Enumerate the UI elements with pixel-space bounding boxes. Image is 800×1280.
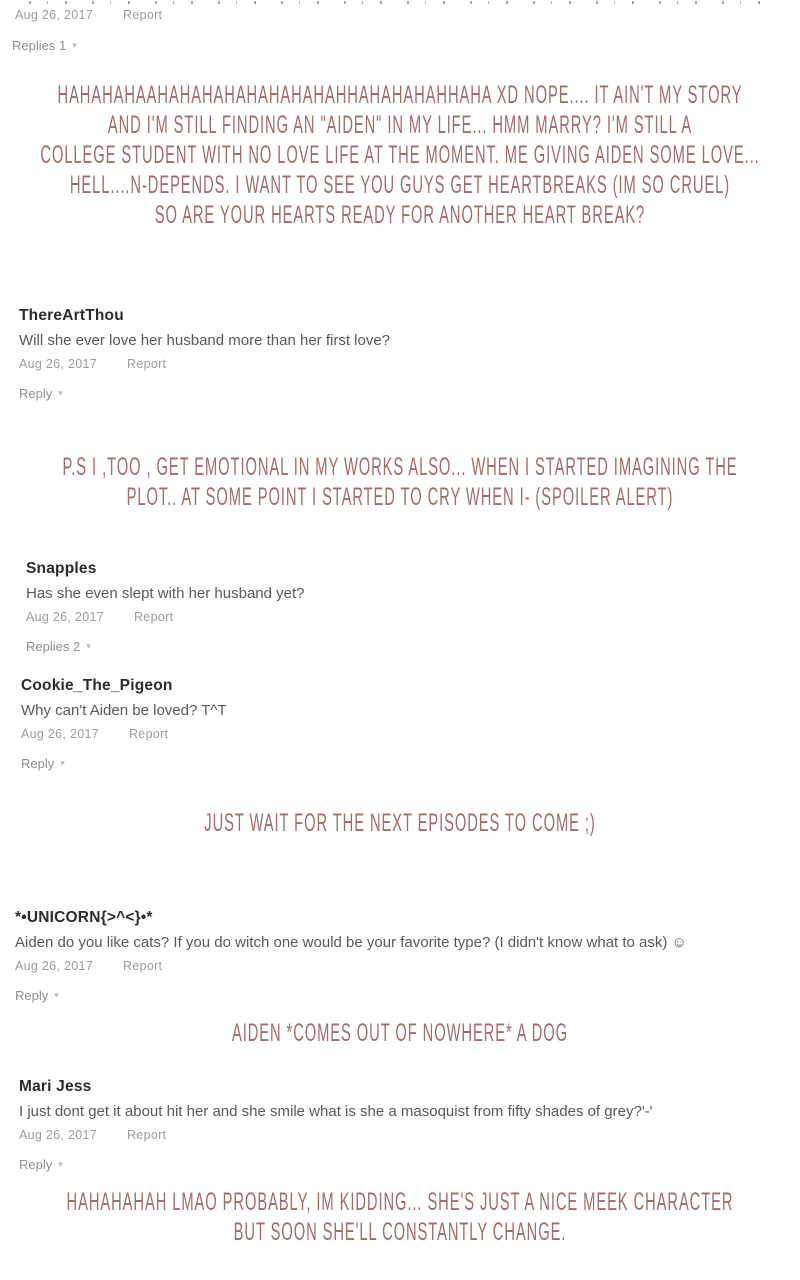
comment-date: Aug 26, 2017 bbox=[19, 357, 97, 371]
reply-toggle-label: Reply bbox=[21, 756, 55, 771]
report-link[interactable]: Report bbox=[122, 959, 163, 973]
comment-username: *•UNICORN{>^<}•* bbox=[15, 909, 153, 926]
creator-note-line: SO ARE YOUR HEARTS READY FOR ANOTHER HEART BREAK? bbox=[154, 203, 646, 230]
comment bbox=[26, 560, 798, 660]
report-link[interactable]: Report bbox=[133, 610, 174, 624]
comment-date: Aug 26, 2017 bbox=[15, 8, 93, 22]
creator-note-line: HELL....N-DEPENDS. I WANT TO SEE YOU GUYS GET HEARTBREAKS (IM SO CRUEL) bbox=[69, 173, 731, 200]
creator-note bbox=[0, 810, 800, 840]
replies-toggle-label: Replies 1 bbox=[12, 38, 67, 53]
reply-toggle-label: Reply bbox=[15, 988, 49, 1003]
comment-meta-row bbox=[15, 8, 162, 22]
comment-meta-row bbox=[21, 727, 168, 741]
comment bbox=[19, 1078, 791, 1178]
comment-date: Aug 26, 2017 bbox=[15, 959, 93, 973]
comment-meta-row bbox=[26, 610, 173, 624]
comment-username: Mari Jess bbox=[19, 1078, 92, 1095]
creator-note-line: PLOT.. AT SOME POINT I STARTED TO CRY WHEN I- (SPOILER ALERT) bbox=[126, 485, 674, 512]
creator-note-line: HAHAHAHAAHAHAHAHAHAHAHAHAHHAHAHAHAHHAHA XD NOPE.... IT AIN'T MY STORY bbox=[57, 83, 743, 110]
clipped-comment-text-row bbox=[16, 0, 776, 4]
comment-text: Aiden do you like cats? If you do witch one would be your favorite type? (I didn't know what to ask) ☺ bbox=[15, 934, 687, 951]
creator-note-line: JUST WAIT FOR THE NEXT EPISODES TO COME ;) bbox=[204, 811, 596, 838]
comment bbox=[15, 909, 787, 1009]
comment-date: Aug 26, 2017 bbox=[21, 727, 99, 741]
reply-toggle-label: Reply bbox=[19, 1157, 53, 1172]
reply-toggle[interactable] bbox=[19, 386, 63, 401]
chevron-down-icon: ▾ bbox=[54, 990, 59, 1000]
creator-note-line: COLLEGE STUDENT WITH NO LOVE LIFE AT THE MOMENT. ME GIVING AIDEN SOME LOVE... bbox=[40, 143, 760, 170]
report-link[interactable]: Report bbox=[128, 727, 169, 741]
creator-note bbox=[0, 82, 800, 232]
comment-username: Snapples bbox=[26, 560, 97, 577]
chevron-down-icon: ▾ bbox=[58, 1159, 63, 1169]
comment-text: I just dont get it about hit her and she smile what is she a masoquist from fifty shades of grey?'-' bbox=[19, 1103, 653, 1120]
reply-toggle[interactable] bbox=[21, 756, 65, 771]
creator-note-line: P.S I ,TOO , GET EMOTIONAL IN MY WORKS ALSO... WHEN I STARTED IMAGINING THE bbox=[62, 455, 738, 482]
creator-note-line: BUT SOON SHE'LL CONSTANTLY CHANGE. bbox=[233, 1220, 567, 1247]
creator-note-line: HAHAHAHAH LMAO PROBABLY, IM KIDDING... SHE'S JUST A NICE MEEK CHARACTER bbox=[66, 1190, 734, 1217]
report-link[interactable]: Report bbox=[126, 357, 167, 371]
chevron-down-icon: ▾ bbox=[86, 641, 91, 651]
reply-toggle-label: Reply bbox=[19, 386, 53, 401]
replies-toggle[interactable] bbox=[12, 38, 77, 53]
comment bbox=[19, 307, 791, 407]
comment-meta-row bbox=[15, 959, 162, 973]
creator-note-line: AIDEN *COMES OUT OF NOWHERE* A DOG bbox=[231, 1021, 569, 1048]
report-link[interactable]: Report bbox=[126, 1128, 167, 1142]
comment-text: Has she even slept with her husband yet? bbox=[26, 585, 305, 602]
comment-username: ThereArtThou bbox=[19, 307, 124, 324]
comment-text: Why can't Aiden be loved? T^T bbox=[21, 702, 227, 719]
comment-date: Aug 26, 2017 bbox=[26, 610, 104, 624]
reply-toggle[interactable] bbox=[15, 988, 59, 1003]
comment-date: Aug 26, 2017 bbox=[19, 1128, 97, 1142]
comment-meta-row bbox=[19, 357, 166, 371]
replies-toggle-label: Replies 2 bbox=[26, 639, 81, 654]
comment-text: Will she ever love her husband more than her first love? bbox=[19, 332, 391, 349]
creator-note bbox=[0, 1020, 800, 1050]
creator-note bbox=[0, 1189, 800, 1249]
comment-username: Cookie_The_Pigeon bbox=[21, 677, 173, 694]
chevron-down-icon: ▾ bbox=[58, 388, 63, 398]
creator-note bbox=[0, 454, 800, 514]
chevron-down-icon: ▾ bbox=[60, 758, 65, 768]
comment-meta-row bbox=[19, 1128, 166, 1142]
creator-note-line: AND I'M STILL FINDING AN "AIDEN" IN MY LIFE... HMM MARRY? I'M STILL A bbox=[107, 113, 693, 140]
comment bbox=[21, 677, 793, 777]
report-link[interactable]: Report bbox=[122, 8, 163, 22]
replies-toggle[interactable] bbox=[26, 639, 91, 654]
reply-toggle[interactable] bbox=[19, 1157, 63, 1172]
chevron-down-icon: ▾ bbox=[72, 40, 77, 50]
